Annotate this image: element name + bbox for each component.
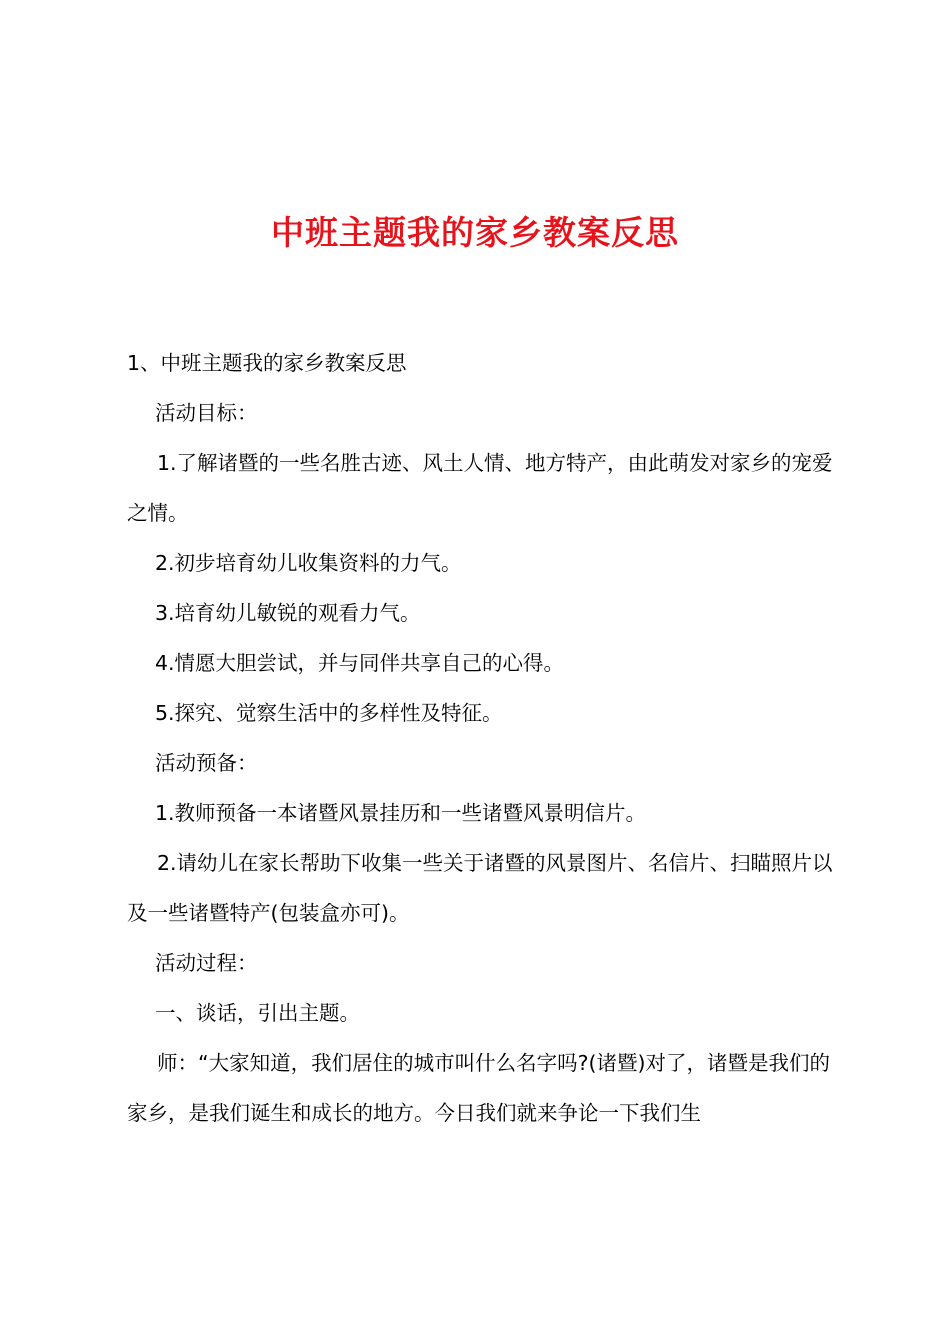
- paragraph: 5.探究、觉察生活中的多样性及特征。: [155, 701, 503, 725]
- document-body: [127, 338, 833, 1138]
- paragraph: 1.了解诸暨的一些名胜古迹、风土人情、地方特产，由此萌发对家乡的宠爱之情。: [127, 451, 833, 525]
- paragraph: 活动过程：: [155, 951, 258, 975]
- section-heading: 1、中班主题我的家乡教案反思: [127, 351, 407, 375]
- paragraph: 2.请幼儿在家长帮助下收集一些关于诸暨的风景图片、名信片、扫瞄照片以及一些诸暨特产(包装盒亦可)。: [127, 851, 833, 925]
- paragraph: 3.培育幼儿敏锐的观看力气。: [155, 601, 421, 625]
- document-title: 中班主题我的家乡教案反思: [271, 213, 679, 252]
- paragraph: 2.初步培育幼儿收集资料的力气。: [155, 551, 462, 575]
- paragraph: 一、谈话，引出主题。: [155, 1001, 360, 1025]
- paragraph: 活动目标：: [155, 401, 258, 425]
- paragraph: 师：“大家知道，我们居住的城市叫什么名字吗?(诸暨)对了，诸暨是我们的家乡，是我们诞生和成长的地方。今日我们就来争论一下我们生: [127, 1051, 830, 1125]
- paragraph: 活动预备：: [155, 751, 258, 775]
- paragraph: 1.教师预备一本诸暨风景挂历和一些诸暨风景明信片。: [155, 801, 647, 825]
- paragraph: 4.情愿大胆尝试，并与同伴共享自己的心得。: [155, 651, 565, 675]
